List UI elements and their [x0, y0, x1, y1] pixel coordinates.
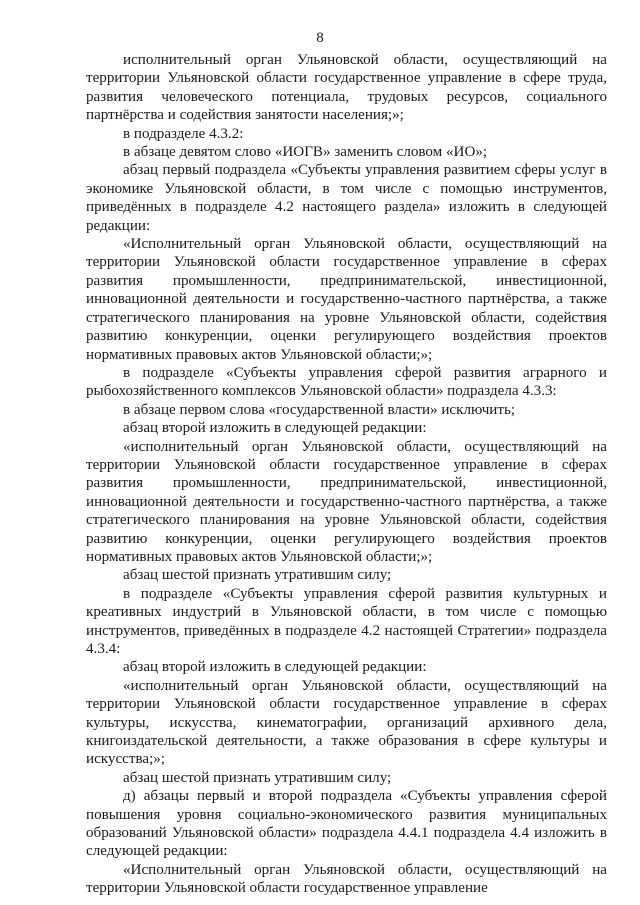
paragraph-9: «исполнительный орган Ульяновской области, осуществляющий на территории Ульяновской области государственное управление в сферах развития промышленности, предпринимательской, инвестиционной, инновационной деятельности и государственно-частного партнёрства, а также стратегического планирования на уровне Ульяновской области, содействия развитию конкуренции, оценки регулирующего воздействия проектов нормативных правовых актов Ульяновской области;»; — [86, 438, 607, 565]
paragraph-11: в подразделе «Субъекты управления сферой развития культурных и креативных индустрий в Ульяновской области, в том числе с помощью инструментов, приведённых в подразделе 4.2 настоящей Стратегии» подраздела 4.3.4: — [86, 585, 607, 657]
paragraph-6: в подразделе «Субъекты управления сферой развития аграрного и рыбохозяйственного комплексов Ульяновской области» подраздела 4.3.3: — [86, 364, 607, 400]
paragraph-8: абзац второй изложить в следующей редакции: — [123, 420, 427, 437]
paragraph-2: в подразделе 4.3.2: — [123, 125, 244, 142]
paragraph-3: в абзаце девятом слово «ИОГВ» заменить словом «ИО»; — [123, 144, 488, 161]
paragraph-15: д) абзацы первый и второй подраздела «Субъекты управления сферой повышения уровня социально-экономического развития муниципальных образований Ульяновской области» подраздела 4.4.1 подраздела 4.4 изложить в следующей редакции: — [86, 788, 607, 860]
paragraph-4: абзац первый подраздела «Субъекты управления развитием сферы услуг в экономике Ульяновской области, в том числе с помощью инструментов, приведённых в подразделе 4.2 настоящего раздела» изложить в следующей редакции: — [86, 162, 607, 234]
paragraph-14: абзац шестой признать утратившим силу; — [123, 769, 392, 786]
paragraph-13: «исполнительный орган Ульяновской области, осуществляющий на территории Ульяновской области государственное управление в сферах культуры, искусства, кинематографии, организаций архивного дела, книгоиздательской деятельности, а также образования в сфере культуры и искусства;»; — [86, 677, 607, 768]
paragraph-1: исполнительный орган Ульяновской области, осуществляющий на территории Ульяновской области государственное управление в сфере труда, развития человеческого потенциала, трудовых ресурсов, социального партнёрства и содействия занятости населения;»; — [86, 52, 607, 124]
paragraph-10: абзац шестой признать утратившим силу; — [123, 567, 392, 584]
paragraph-5: «Исполнительный орган Ульяновской области, осуществляющий на территории Ульяновской области государственное управление в сферах развития промышленности, предпринимательской, инвестиционной, инновационной деятельности и государственно-частного партнёрства, а также стратегического планирования на уровне Ульяновской области, содействия развитию конкуренции, оценки регулирующего воздействия проектов нормативных правовых актов Ульяновской области;»; — [86, 236, 607, 363]
paragraph-12: абзац второй изложить в следующей редакции: — [123, 659, 427, 676]
paragraph-16: «Исполнительный орган Ульяновской области, осуществляющий на территории Ульяновской области государственное управление — [86, 861, 607, 897]
paragraph-7: в абзаце первом слова «государственной власти» исключить; — [123, 401, 516, 418]
page-number: 8 — [316, 30, 324, 46]
document-body — [86, 51, 607, 898]
